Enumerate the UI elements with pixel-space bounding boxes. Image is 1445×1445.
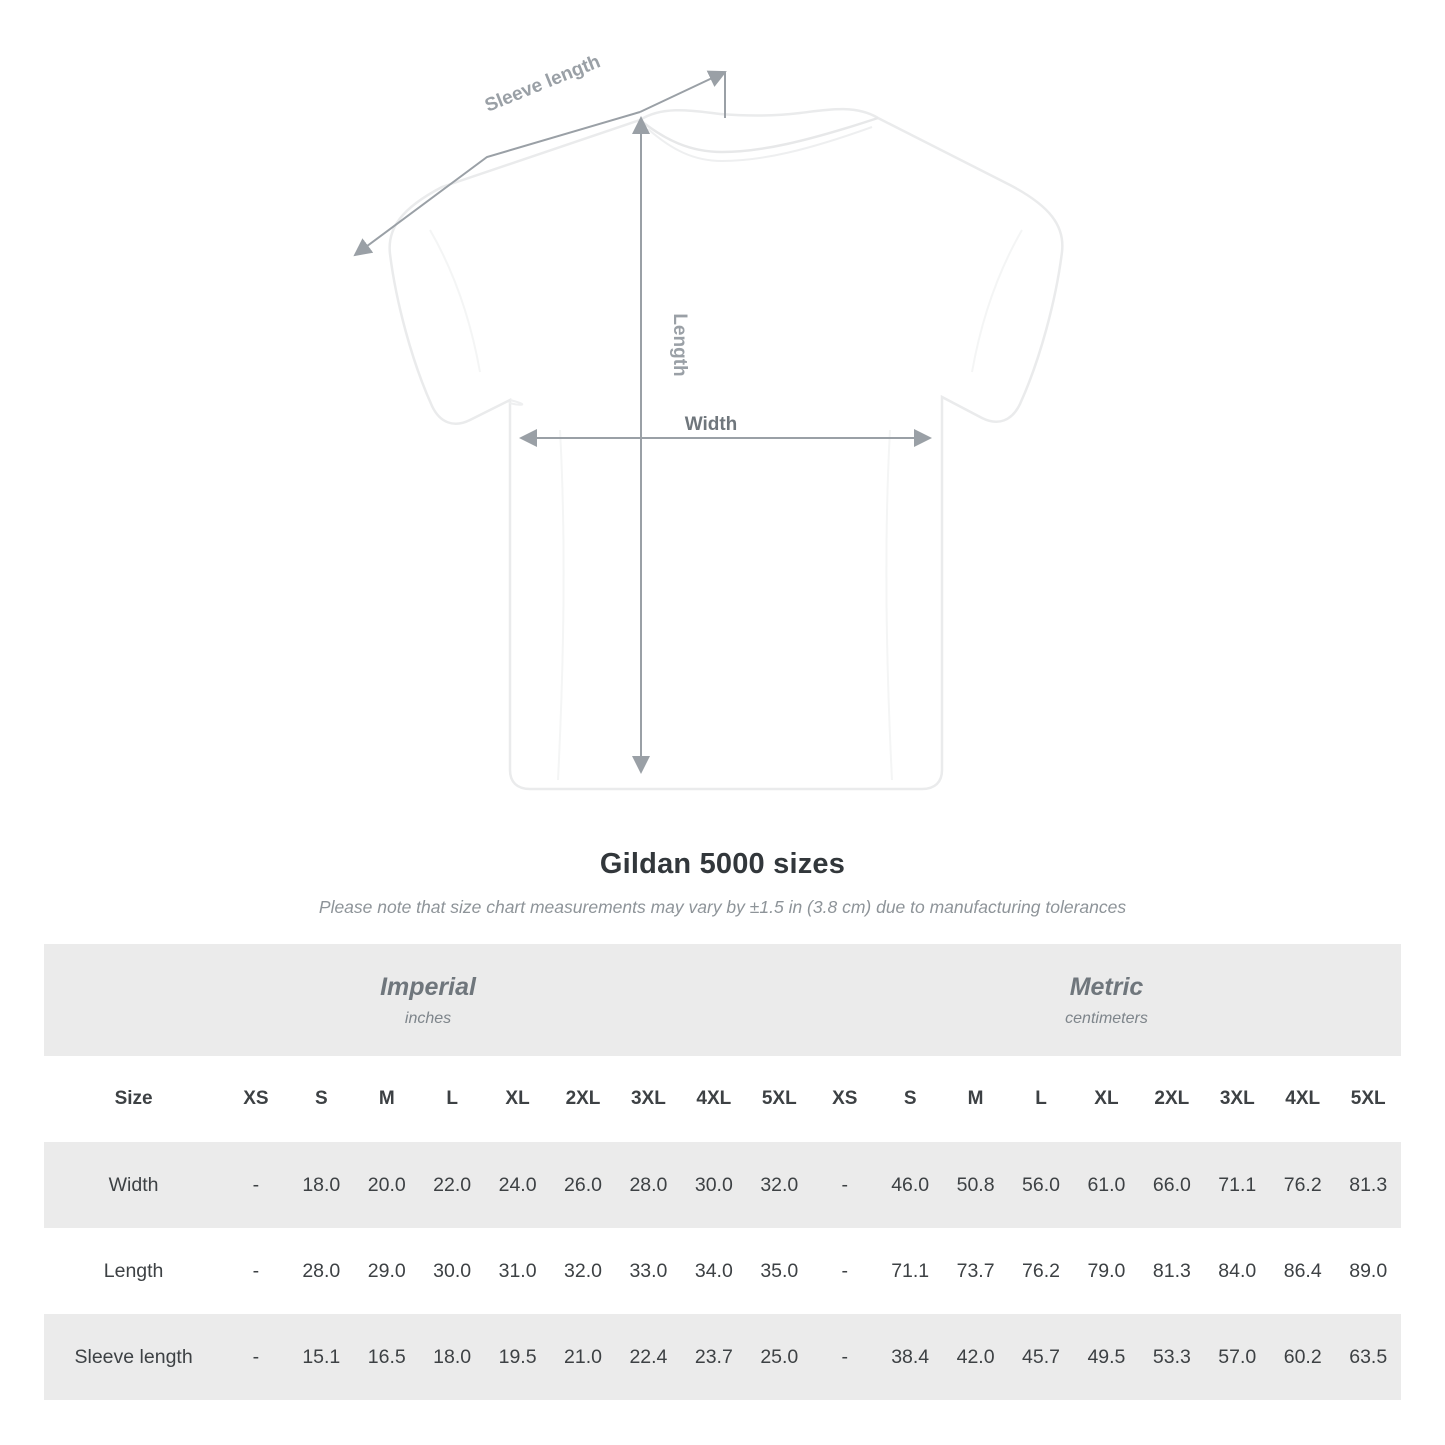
size-label: Size <box>44 1056 223 1142</box>
cell-length-imperial-2xl: 32.0 <box>550 1228 615 1314</box>
table-row <box>44 1314 1401 1400</box>
cell-width-metric-xs: - <box>812 1142 877 1228</box>
size-table <box>44 944 1401 1400</box>
row-label-length: Length <box>44 1228 223 1314</box>
size-header-row <box>44 1056 1401 1142</box>
cell-length-metric-m: 73.7 <box>943 1228 1008 1314</box>
length-label: Length <box>669 313 690 377</box>
cell-sleeve-imperial-s: 15.1 <box>289 1314 354 1400</box>
header-imperial-4xl: 4XL <box>681 1056 746 1142</box>
cell-sleeve-metric-2xl: 53.3 <box>1139 1314 1204 1400</box>
cell-sleeve-imperial-m: 16.5 <box>354 1314 419 1400</box>
header-metric-xl: XL <box>1074 1056 1139 1142</box>
cell-width-metric-l: 56.0 <box>1008 1142 1073 1228</box>
row-label-sleeve-length: Sleeve length <box>44 1314 223 1400</box>
cell-width-metric-3xl: 71.1 <box>1205 1142 1270 1228</box>
header-imperial-2xl: 2XL <box>550 1056 615 1142</box>
cell-sleeve-metric-s: 38.4 <box>877 1314 942 1400</box>
cell-length-imperial-xs: - <box>223 1228 288 1314</box>
cell-length-metric-4xl: 86.4 <box>1270 1228 1335 1314</box>
table-row <box>44 1228 1401 1314</box>
cell-sleeve-imperial-3xl: 22.4 <box>616 1314 681 1400</box>
cell-sleeve-metric-4xl: 60.2 <box>1270 1314 1335 1400</box>
imperial-title: Imperial <box>380 973 476 1002</box>
unit-header-row <box>44 944 1401 1056</box>
cell-length-imperial-3xl: 33.0 <box>616 1228 681 1314</box>
header-metric-4xl: 4XL <box>1270 1056 1335 1142</box>
cell-width-imperial-xl: 24.0 <box>485 1142 550 1228</box>
header-imperial-xs: XS <box>223 1056 288 1142</box>
cell-sleeve-imperial-xl: 19.5 <box>485 1314 550 1400</box>
cell-length-imperial-4xl: 34.0 <box>681 1228 746 1314</box>
cell-sleeve-imperial-4xl: 23.7 <box>681 1314 746 1400</box>
cell-width-imperial-m: 20.0 <box>354 1142 419 1228</box>
size-table-wrapper <box>44 944 1401 1400</box>
cell-width-imperial-5xl: 32.0 <box>747 1142 812 1228</box>
header-metric-s: S <box>877 1056 942 1142</box>
header-metric-5xl: 5XL <box>1335 1056 1401 1142</box>
header-metric-m: M <box>943 1056 1008 1142</box>
table-row <box>44 1142 1401 1228</box>
cell-width-metric-4xl: 76.2 <box>1270 1142 1335 1228</box>
cell-sleeve-metric-3xl: 57.0 <box>1205 1314 1270 1400</box>
cell-length-metric-s: 71.1 <box>877 1228 942 1314</box>
cell-length-metric-2xl: 81.3 <box>1139 1228 1204 1314</box>
header-imperial-5xl: 5XL <box>747 1056 812 1142</box>
header-metric-l: L <box>1008 1056 1073 1142</box>
cell-sleeve-metric-5xl: 63.5 <box>1335 1314 1401 1400</box>
cell-sleeve-imperial-2xl: 21.0 <box>550 1314 615 1400</box>
cell-width-metric-s: 46.0 <box>877 1142 942 1228</box>
page-title: Gildan 5000 sizes <box>599 848 846 880</box>
cell-width-imperial-4xl: 30.0 <box>681 1142 746 1228</box>
cell-length-metric-5xl: 89.0 <box>1335 1228 1401 1314</box>
header-imperial-3xl: 3XL <box>616 1056 681 1142</box>
header-imperial-xl: XL <box>485 1056 550 1142</box>
cell-width-imperial-2xl: 26.0 <box>550 1142 615 1228</box>
cell-length-metric-3xl: 84.0 <box>1205 1228 1270 1314</box>
header-metric-2xl: 2XL <box>1139 1056 1204 1142</box>
imperial-subtitle: inches <box>404 1009 452 1027</box>
cell-width-imperial-l: 22.0 <box>419 1142 484 1228</box>
cell-width-metric-2xl: 66.0 <box>1139 1142 1204 1228</box>
cell-width-imperial-xs: - <box>223 1142 288 1228</box>
cell-sleeve-imperial-5xl: 25.0 <box>747 1314 812 1400</box>
cell-length-imperial-s: 28.0 <box>289 1228 354 1314</box>
cell-length-imperial-xl: 31.0 <box>485 1228 550 1314</box>
header-metric-3xl: 3XL <box>1205 1056 1270 1142</box>
cell-sleeve-metric-xl: 49.5 <box>1074 1314 1139 1400</box>
cell-width-imperial-s: 18.0 <box>289 1142 354 1228</box>
header-imperial-m: M <box>354 1056 419 1142</box>
cell-length-imperial-5xl: 35.0 <box>747 1228 812 1314</box>
cell-length-metric-xl: 79.0 <box>1074 1228 1139 1314</box>
metric-title: Metric <box>1069 973 1144 1002</box>
metric-subtitle: centimeters <box>1065 1009 1148 1027</box>
header-metric-xs: XS <box>812 1056 877 1142</box>
metric-header <box>812 944 1401 1056</box>
header-imperial-l: L <box>419 1056 484 1142</box>
width-label: Width <box>684 414 738 435</box>
imperial-header <box>44 944 812 1056</box>
cell-length-metric-xs: - <box>812 1228 877 1314</box>
cell-width-imperial-3xl: 28.0 <box>616 1142 681 1228</box>
cell-length-imperial-l: 30.0 <box>419 1228 484 1314</box>
cell-sleeve-metric-l: 45.7 <box>1008 1314 1073 1400</box>
cell-sleeve-imperial-l: 18.0 <box>419 1314 484 1400</box>
cell-width-metric-5xl: 81.3 <box>1335 1142 1401 1228</box>
title-block <box>0 848 1445 918</box>
header-imperial-s: S <box>289 1056 354 1142</box>
cell-length-imperial-m: 29.0 <box>354 1228 419 1314</box>
sleeve-length-label: Sleeve length <box>482 51 604 117</box>
cell-sleeve-imperial-xs: - <box>223 1314 288 1400</box>
cell-width-metric-m: 50.8 <box>943 1142 1008 1228</box>
cell-sleeve-metric-m: 42.0 <box>943 1314 1008 1400</box>
tshirt-shape <box>390 109 1063 789</box>
tolerance-note: Please note that size chart measurements may vary by ±1.5 in (3.8 cm) due to manufacturing tolerances <box>318 897 1127 917</box>
cell-length-metric-l: 76.2 <box>1008 1228 1073 1314</box>
row-label-width: Width <box>44 1142 223 1228</box>
cell-sleeve-metric-xs: - <box>812 1314 877 1400</box>
cell-width-metric-xl: 61.0 <box>1074 1142 1139 1228</box>
